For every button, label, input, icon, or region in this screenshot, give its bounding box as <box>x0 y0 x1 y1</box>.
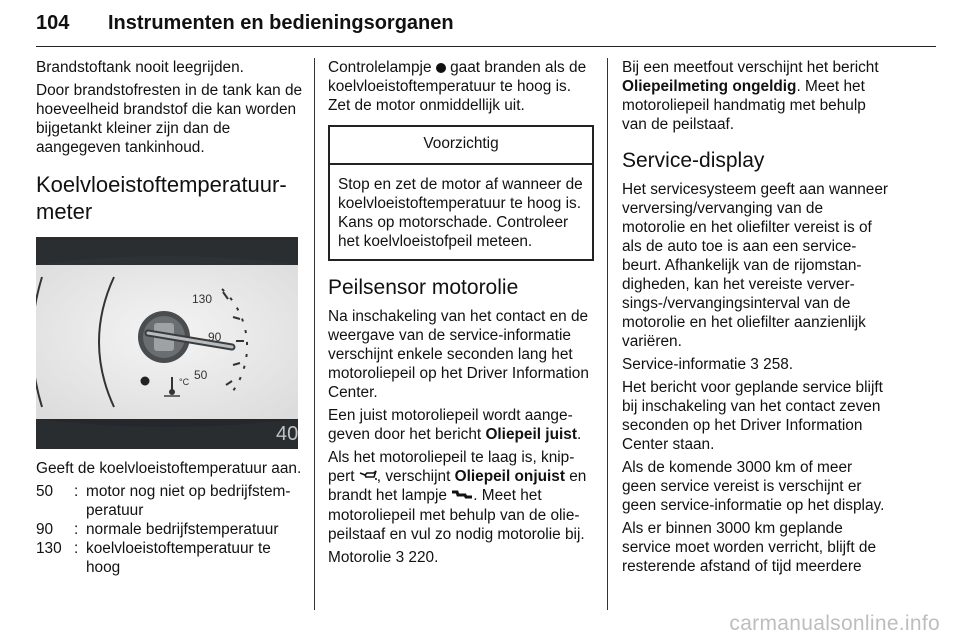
paragraph: Het bericht voor geplande service blijft bij inschakeling van het contact zeven seconden op het Driver Information Center staan. <box>622 379 883 453</box>
caution-body: Stop en zet de motor af wanneer de koelvloeistoftemperatuur te hoog is. Kans op motorschade. Controleer het koelvloeistofpeil meteen. <box>338 176 583 250</box>
paragraph <box>328 406 594 444</box>
text-run: Controlelampje <box>328 59 436 76</box>
caution-title: Voorzichtig <box>330 127 592 165</box>
warning-dot-icon <box>141 377 150 386</box>
paragraph <box>328 58 594 115</box>
caution-box <box>328 125 594 261</box>
column-divider-2 <box>607 58 608 610</box>
text-run: Een juist motoroliepeil wordt aangegeven door het bericht <box>328 407 573 443</box>
legend-separator: : <box>74 540 79 557</box>
service-wrench-icon <box>451 487 473 506</box>
paragraph: Door brandstofresten in de tank kan de hoeveelheid brandstof die kan worden bijgetankt kleiner zijn dan de aangegeven tankinhoud. <box>36 82 303 156</box>
legend-text: koelvloeistoftemperatuur te hoog <box>86 540 271 576</box>
column-divider-1 <box>314 58 315 610</box>
paragraph <box>622 355 890 374</box>
page-number: 104 <box>36 12 70 34</box>
message-oil-measure-invalid: Oliepeilmeting ongeldig <box>622 78 797 95</box>
legend-separator: : <box>74 521 79 538</box>
unit-label: °C <box>179 377 190 387</box>
figure-caption: Geeft de koelvloeistoftemperatuur aan. <box>36 460 302 477</box>
paragraph: Het servicesysteem geeft aan wanneer verversing/vervanging van de motorolie en het oliefilter vereist is of als de auto toe is aan een servicebeurt. Afhankelijk van de rijomstandigheden, kan het vereiste verversings-/vervangingsinterval van de motorolie en het oliefilter aanzienlijk variëren. <box>622 181 889 350</box>
legend-row <box>36 482 304 520</box>
temperature-legend <box>36 482 304 577</box>
text-run: Als het motoroliepeil te laag is, knippert <box>328 449 575 485</box>
section-heading-coolant: Koelvloeistoftemperatuurmeter <box>36 172 287 224</box>
text-run: Service-informatie <box>622 356 751 373</box>
paragraph: Als er binnen 3000 km geplande service moet worden verricht, blijft de resterende afstand of tijd meerdere <box>622 520 877 575</box>
legend-key: 90 <box>36 521 54 538</box>
legend-row <box>36 539 304 577</box>
gauge-label-90: 90 <box>208 330 222 344</box>
paragraph <box>328 548 594 567</box>
page-title: Instrumenten en bedieningsorganen <box>108 12 454 34</box>
coolant-gauge-figure <box>36 237 298 449</box>
message-oil-incorrect: Oliepeil onjuist <box>454 468 565 485</box>
text-run: gaat branden als de koelvloeistoftemperatuur te hoog is. Zet de motor onmiddellijk uit. <box>328 59 587 114</box>
column-1 <box>36 58 304 577</box>
text-run: . Meet het motoroliepeil met behulp van de oliepeilstaaf en vul zo nodig motorolie bij. <box>328 487 585 543</box>
gauge-illustration <box>36 237 298 449</box>
text-run: . Meet het motoroliepeil handmatig met behulp van de peilstaaf. <box>622 78 866 133</box>
page-reference[interactable]: 3 258. <box>750 356 794 373</box>
legend-key: 130 <box>36 540 62 557</box>
message-oil-ok: Oliepeil juist <box>485 426 577 443</box>
paragraph: Als de komende 3000 km of meer geen service vereist is verschijnt er geen service-informatie op het display. <box>622 459 885 514</box>
column-2 <box>328 58 594 571</box>
legend-key: 50 <box>36 483 54 500</box>
paragraph <box>622 58 890 134</box>
legend-row <box>36 520 304 539</box>
watermark: carmanualsonline.info <box>729 612 940 635</box>
section-heading-service-display: Service-display <box>622 149 765 172</box>
gauge-label-50: 50 <box>194 368 208 382</box>
warning-light-dot-icon <box>436 63 446 73</box>
paragraph: Brandstoftank nooit leegrijden. <box>36 59 244 76</box>
partial-scale-label: 40 <box>276 423 298 445</box>
paragraph: Na inschakeling van het contact en de weergave van de service-informatie verschijnt enkele seconden lang het motoroliepeil op het Driver Information Center. <box>328 308 589 401</box>
column-3 <box>622 58 890 580</box>
text-run: , verschijnt <box>376 468 455 485</box>
legend-text: normale bedrijfstemperatuur <box>86 521 279 538</box>
text-run: . <box>576 426 582 443</box>
text-run: Bij een meetfout verschijnt het bericht <box>622 59 879 76</box>
gauge-label-130: 130 <box>192 292 213 306</box>
header-rule <box>36 46 936 47</box>
paragraph <box>328 448 594 544</box>
text-run: en brandt het lampje <box>328 468 587 505</box>
page-reference[interactable]: 3 220. <box>395 548 439 566</box>
oil-can-icon <box>359 467 377 486</box>
section-heading-oil-sensor: Peilsensor motorolie <box>328 276 519 299</box>
text-run: Motorolie <box>328 548 396 566</box>
legend-text: motor nog niet op bedrijfstemperatuur <box>86 483 291 519</box>
legend-separator: : <box>74 483 79 500</box>
